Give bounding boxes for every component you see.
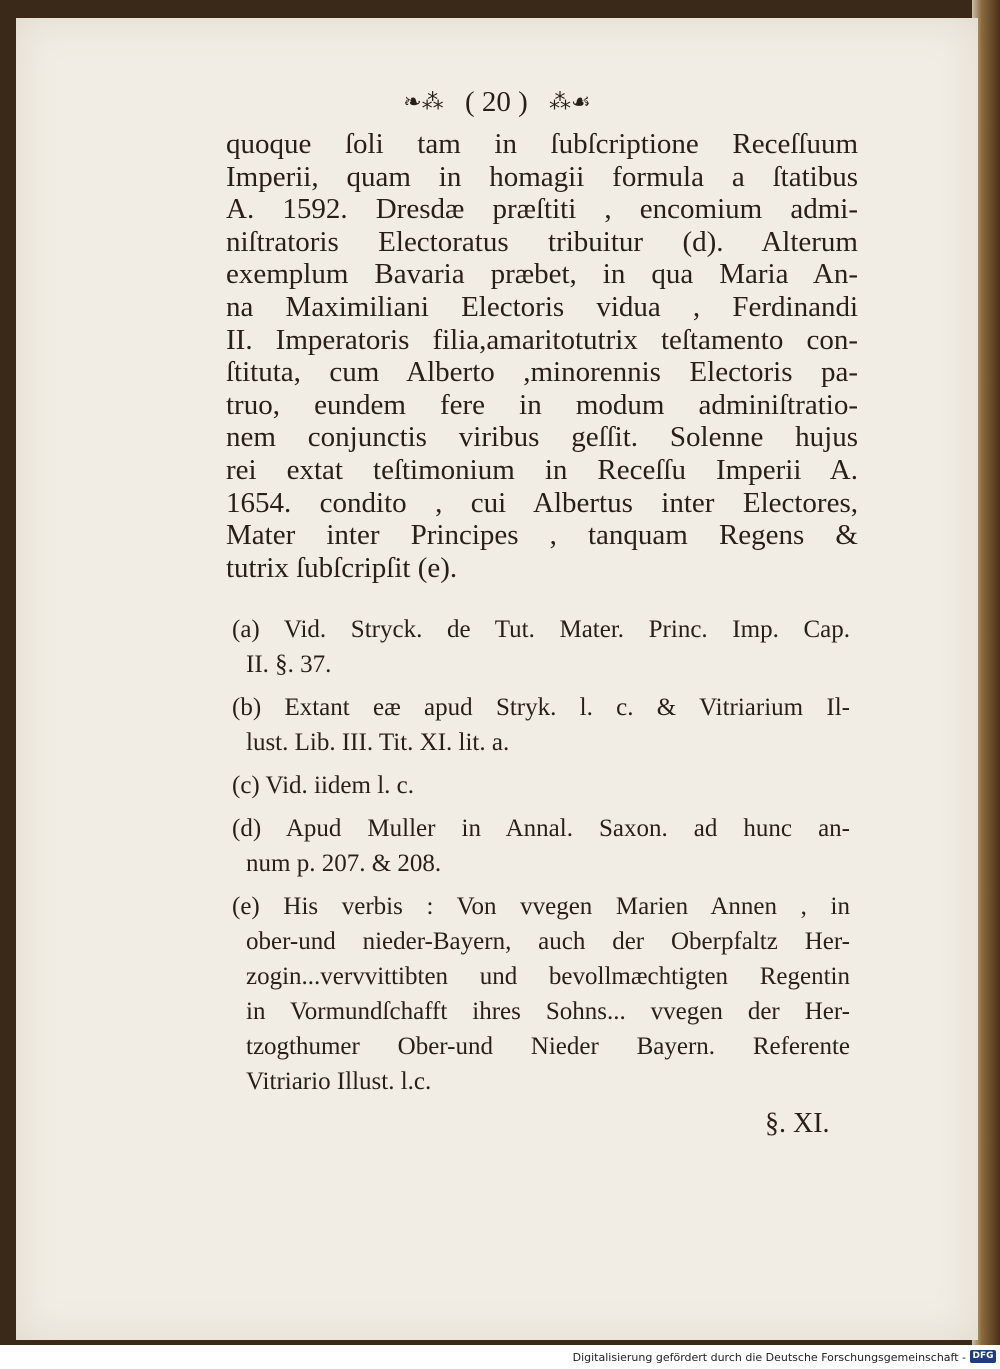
footnote-line: in Vormundſchafft ihres Sohns... vvegen der Her- (246, 998, 850, 1025)
body-line: truo, eundem fere in modum adminiſtratio- (226, 388, 858, 421)
body-line: nem conjunctis viribus geſſit. Solenne hujus (226, 421, 858, 454)
footnote-line: (e) His verbis : Von vvegen Marien Annen , in (232, 893, 850, 920)
footnote-line: Vitriario Illust. l.c. (246, 1068, 432, 1095)
footer-credit: Digitalisierung gefördert durch die Deutsche Forschungsgemeinschaft - (572, 1351, 966, 1364)
footnote-line: ober-und nieder-Bayern, auch der Oberpfaltz Her- (246, 928, 850, 955)
right-ornament-icon: ⁂☙ (549, 89, 591, 114)
body-line: rei extat teſtimonium in Receſſu Imperii A. (226, 453, 858, 486)
footnote-line: zogin...vervvittibten und bevollmæchtigten Regentin (246, 963, 850, 990)
page-number: ( 20 ) (464, 86, 528, 118)
body-line: niſtratoris Electoratus tribuitur (d). Alterum (226, 225, 858, 258)
body-line: na Maximiliani Electoris vidua , Ferdinandi (226, 290, 858, 323)
footnote-line: lust. Lib. III. Tit. XI. lit. a. (246, 729, 510, 756)
footnote-b (232, 690, 850, 760)
footnote-line: (b) Extant eæ apud Stryk. l. c. & Vitriarium Il- (232, 694, 850, 721)
footnote-line: tzogthumer Ober-und Nieder Bayern. Referente (246, 1033, 850, 1060)
footnote-c (232, 768, 850, 803)
catchword: §. XI. (765, 1108, 830, 1139)
footnote-line: (a) Vid. Stryck. de Tut. Mater. Princ. Imp. Cap. (232, 616, 850, 643)
body-line: exemplum Bavaria præbet, in qua Maria An- (226, 258, 858, 291)
body-line: A. 1592. Dresdæ præſtiti , encomium admi- (226, 193, 858, 226)
body-line: Mater inter Principes , tanquam Regens & (226, 519, 858, 552)
footnotes (232, 612, 850, 1107)
body-line: ſtituta, cum Alberto ,minorennis Electoris pa- (226, 356, 858, 389)
body-line: Imperii, quam in homagii formula a ſtatibus (226, 160, 858, 193)
body-line: 1654. condito , cui Albertus inter Electores, (226, 486, 858, 519)
body-line: quoque ſoli tam in ſubſcriptione Receſſuum (226, 128, 858, 160)
footnote-line: (c) Vid. iidem l. c. (232, 772, 415, 799)
footer-bar (0, 1345, 1000, 1369)
footnote-line: (d) Apud Muller in Annal. Saxon. ad hunc an- (232, 815, 850, 842)
body-line: tutrix ſubſcripſit (e). (226, 551, 458, 584)
left-ornament-icon: ❧⁂ (403, 89, 444, 114)
footnote-a (232, 612, 850, 682)
footnote-e (232, 889, 850, 1099)
page-header (16, 86, 978, 119)
footnote-line: num p. 207. & 208. (246, 850, 442, 877)
body-line: II. Imperatoris filia,amaritotutrix teſtamento con- (226, 323, 858, 356)
footnote-line: II. §. 37. (246, 651, 332, 678)
footnote-d (232, 811, 850, 881)
main-text (226, 128, 858, 584)
dfg-logo: DFG (970, 1350, 996, 1363)
